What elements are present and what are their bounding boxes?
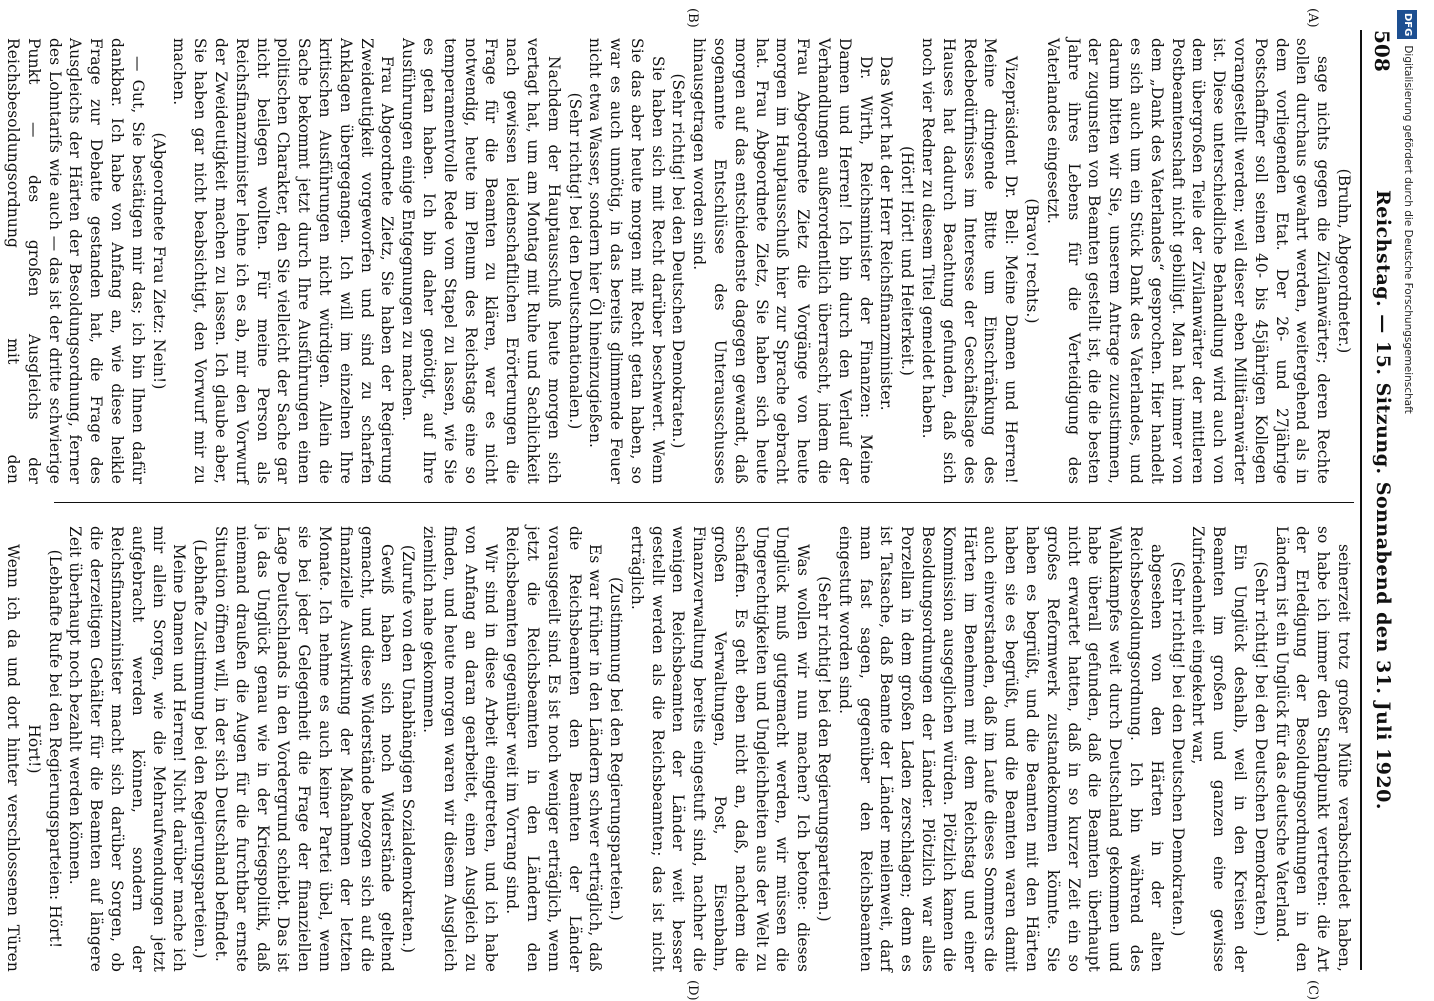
right-column-interjection: (Lebhafte Rufe bei den Regierungsparteien: Hört! Hört!) (24, 549, 64, 949)
right-column-interjection: (Zustimmung bei den Regierungsparteien.) (607, 577, 626, 921)
right-column-paragraph: abgesehen von den Härten in der alten Reichsbesoldungsordnung. Ich bin während des Wahlkampfes weit durch Deutschland gekommen und habe überall gefunden, daß die Beamten überhaupt nicht erwartet hatten, daß in so kurzer Zeit ein so großes Reformwerk zustandekommen könnte. Sie haben es begrüßt, und die Beamten mit den Härten haben sie es begrüßt, und die Beamten waren damit auch einverstanden, daß im Laufe dieses Sommers die Härten im Benehmen mit dem Reichstag und einer Kommission ausgeglichen würden. Plötzlich kamen die Besoldungsordnungen der Länder. Plötzlich war alles Porzellan in dem großen Laden zerschlagen; denn es ist Tatsache, daß Beamte der Länder meilenweit, darf man fast sagen, gegenüber den Reichsbeamten eingestuft worden sind. (835, 526, 1166, 972)
right-column-paragraph: Meine Damen und Herren! Nicht darüber mache ich mir allein Sorgen, wie die Mehraufwendungen jetzt aufgebracht werden können, sondern der Reichsfinanzminister macht sich darüber Sorgen, ob die derzeitigen Gehälter für die Beamten auf längere Zeit überhaupt noch bezahlt werden können. (66, 526, 189, 972)
right-column-paragraph: seinerzeit trotz großer Mühe verabschiedet haben, so habe ich immer den Standpunkt vertreten: die Art der Erledigung der Besoldungsordnungen in den Ländern ist ein Unglück für das deutsche Vaterland. (1272, 526, 1353, 972)
right-column-interjection: (Zurufe von den Unabhängigen Sozialdemokraten.) (399, 544, 418, 954)
right-column-paragraph: Was wollen wir nun machen? Ich betone: dieses Unglück muß gutgemacht werden, wir müssen die Ungerechtigkeiten und Ungleichheiten aus der Welt zu schaffen. Es geht eben nicht an, daß, nachdem die großen Verwaltungen, Post, Eisenbahn, Finanzverwaltung bereits eingestuft sind, nachher die wenigen Reichsbeamten der Länder weit besser gestellt werden als die Reichsbeamten; das ist nicht erträglich. (627, 526, 813, 972)
left-column-interjection: (Sehr richtig! bei den Deutschen Demokraten.) (669, 73, 688, 449)
left-column-interjection: (Bravo! rechts.) (1023, 198, 1042, 324)
right-column-interjection: (Sehr richtig! bei den Regierungsparteien.) (815, 576, 834, 922)
right-column-paragraph: Ein Unglück deshalb, weil in den Kreisen der Beamten im großen und ganzen eine gewisse Zufriedenheit eingekehrt war, (1189, 526, 1250, 972)
left-column-speaker-line: (Bruhn, Abgeordneter.) (1335, 168, 1353, 354)
right-column-paragraph: Wenn ich da und dort hinter verschlossenen Türen (4, 544, 22, 972)
margin-marker-a: (A) (1305, 8, 1320, 28)
right-column-paragraph: Wir sind in diese Arbeit eingetreten, und ich habe von Anfang an daran gearbeitet, einen Ausgleich zu finden, und heute morgen waren wir diesem Ausgleich ziemlich nahe gekommen. (419, 526, 501, 972)
running-title: Reichstag. — 15. Sitzung. Sonnabend den 31. Juli 1920. (1372, 190, 1394, 810)
header-rule (1360, 30, 1362, 970)
right-column-interjection: (Sehr richtig! bei den Deutschen Demokraten.) (1168, 561, 1187, 937)
left-column-interjection: (Abgeordnete Frau Zietz: Nein!) (149, 132, 168, 390)
left-column-paragraph: Sie haben sich mit Recht darüber beschwert. Wenn Sie das aber heute morgen mit Recht getan haben, so war es auch unnötig, in das bereits glimmende Feuer nicht etwa Wasser, sondern hier Öl hineinzugießen. (586, 38, 667, 484)
margin-marker-c: (C) (1305, 980, 1320, 1001)
page-header (1366, 30, 1400, 970)
left-column-paragraph: Dr. Wirth, Reichsminister der Finanzen: Meine Damen und Herren! Ich bin durch den Verlauf der Verhandlungen außerordentlich überrascht, indem die Frau Abgeordnete Zietz die Vorgänge von heute morgen im Hauptausschuß hier zur Sprache gebracht hat. Frau Abgeordnete Zietz, Sie haben sich heute morgen auf das entschiedenste dagegen gewandt, daß sogenannte Entschlüsse des Unterausschusses hinausgetragen worden sind. (690, 38, 875, 484)
left-column-interjection: (Sehr richtig! bei den Deutschnationalen.) (565, 92, 584, 430)
side-note (1400, 10, 1424, 990)
left-column-paragraph: Vizepräsident Dr. Bell: Meine Damen und Herren! Meine dringende Bitte um Einschränkung des Redebedürfnisses im Interesse der Geschäftslage des Hauses hat dadurch Beachtung gefunden, daß sich noch vier Redner zu diesem Titel gemeldet haben. (919, 38, 1021, 484)
left-column-paragraph: Frau Abgeordnete Zietz, Sie haben der Regierung Zweideutigkeit vorgeworfen und sind zu scharfen Anklagen übergegangen. Ich will im einzelnen Ihre kritischen Ausführungen nicht würdigen. Allein die Sache bekommt jetzt durch Ihre Ausführungen einen politischen Charakter, den Sie vielleicht der Sache gar nicht beilegen wollten. Für meine Person als Reichsfinanzminister lehne ich es ab, mir den Vorwurf der Zweideutigkeit machen zu lassen. Ich glaube aber, Sie haben gar nicht beabsichtigt, den Vorwurf mir zu machen. (170, 38, 397, 484)
left-column-paragraph: Das Wort hat der Herr Reichsfinanzminister. (877, 56, 896, 411)
left-text-column (4, 38, 1354, 484)
digitization-credit: Digitalisierung gefördert durch die Deutsche Forschungsgemeinschaft (1402, 45, 1414, 414)
margin-marker-b: (B) (685, 8, 700, 28)
margin-marker-d: (D) (685, 980, 700, 1001)
left-column-paragraph: Nachdem der Hauptausschuß heute morgen sich vertagt hat, um am Montag mit Ruhe und Sachlichkeit nach gewissen leidenschaftlichen Erörterungen die Frage für die Beamten zu klären, war es nicht notwendig, heute im Plenum des Reichstags eine so temperamentvolle Rede vom Stapel zu lassen, wie Sie es getan haben. Ich bin daher genötigt, auf Ihre Ausführungen einige Entgegnungen zu machen. (399, 38, 563, 484)
right-column-paragraph: Gewiß haben sich noch Widerstände geltend gemacht, und diese Widerstände bezogen sich auf die finanzielle Auswirkung der Maßnahmen der letzten Monate. Ich nehme es auch keiner Partei übel, wenn sie bei jeder Gelegenheit die Frage der finanziellen Lage Deutschlands in den Vordergrund schiebt. Das ist ja das Unglück genau wie in der Kriegspolitik, daß niemand draußen die Augen für die furchtbar ernste Situation öffnen will, in der sich Deutschland befindet. (211, 526, 397, 972)
right-text-column (4, 526, 1354, 972)
left-column-interjection: (Hört! Hört! und Heiterkeit.) (898, 145, 917, 377)
page-number: 508 (1370, 30, 1394, 72)
column-divider (54, 502, 1354, 503)
right-column-interjection: (Sehr richtig! bei den Deutschen Demokraten.) (1251, 561, 1270, 937)
right-column-paragraph: Es war früher in den Ländern schwer erträglich, daß die Reichsbeamten den Beamten der Länder vorausgeeilt sind. Es ist noch weniger erträglich, wenn jetzt die Reichsbeamten in den Ländern den Reichsbeamten gegenüber weit im Vorrang sind. (503, 526, 605, 972)
right-column-interjection: (Lebhafte Zustimmung bei den Regierungsparteien.) (191, 539, 210, 959)
left-column-paragraph: sage nichts gegen die Zivilanwärter; deren Rechte sollen durchaus gewahrt werden, weitergehend als in dem vorliegenden Etat. Der 26- und 27jährige Postschaffner soll seinen 40- bis 45jährigen Kollegen vorangestellt werden; weil dieser eben Militäranwärter ist. Diese unterschiedliche Behandlung wird auch von dem übergroßen Teile der Zivilanwärter der mittleren Postbeamtenschaft nicht gebilligt. Man hat immer von dem „Dank des Vaterlandes“ gesprochen. Hier handelt es sich auch um ein Stück Dank des Vaterlandes, und darum bitten wir Sie, unserem Antrage zuzustimmen, der zugunsten von Beamten gestellt ist, die die besten Jahre ihres Lebens für die Verteidigung des Vaterlandes eingesetzt. (1043, 38, 1333, 484)
dfg-logo: DFG (1397, 10, 1417, 39)
left-column-paragraph: — Gut, Sie bestätigen mir das; ich bin Ihnen dafür dankbar. Ich habe von Anfang an, wie diese heikle Frage zur Debatte gestanden hat, die Frage des Ausgleichs der Härten der Besoldungsordnung, ferner des Lohntarifs wie auch — das ist der dritte schwierige Punkt — des großen Ausgleichs der Reichsbesoldungsordnung mit den (4, 38, 147, 484)
